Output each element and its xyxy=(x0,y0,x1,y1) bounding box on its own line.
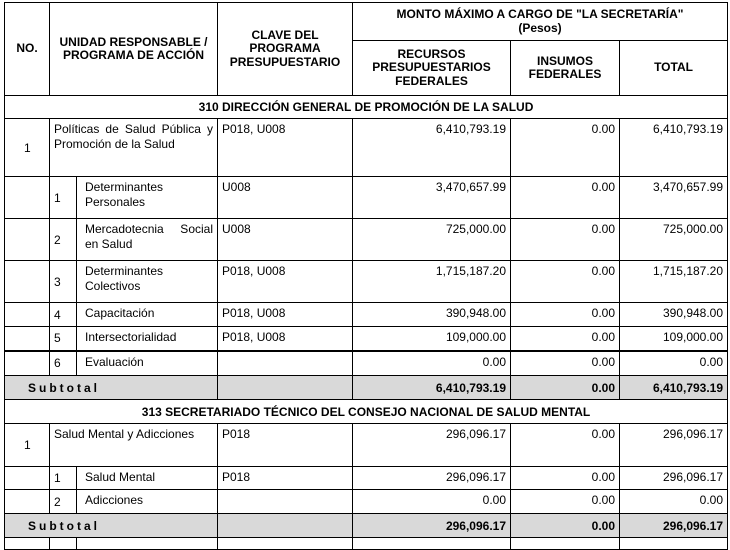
table-row xyxy=(5,490,728,514)
item-name: Salud Mental xyxy=(77,467,218,490)
item-total: 390,948.00 xyxy=(620,303,728,327)
header-unidad: UNIDAD RESPONSABLE / PROGRAMA DE ACCIÓN xyxy=(50,3,218,96)
item-no: 3 xyxy=(50,261,77,303)
item-no: 1 xyxy=(50,467,77,490)
program-recursos: 296,096.17 xyxy=(353,424,511,467)
program-name: Salud Mental y Adicciones xyxy=(50,424,218,467)
item-clave: P018 xyxy=(218,467,353,490)
header-total: TOTAL xyxy=(620,41,728,96)
item-total: 1,715,187.20 xyxy=(620,261,728,303)
program-insumos: 0.00 xyxy=(511,424,620,467)
empty-cell xyxy=(5,303,50,327)
subtotal-label: Subtotal xyxy=(5,376,218,400)
item-recursos: 390,948.00 xyxy=(353,303,511,327)
program-row xyxy=(5,119,728,177)
item-recursos: 725,000.00 xyxy=(353,219,511,261)
subtotal-label: Subtotal xyxy=(5,514,218,538)
header-monto-title: MONTO MÁXIMO A CARGO DE "LA SECRETARÍA" xyxy=(396,7,684,21)
item-name: Intersectorialidad xyxy=(77,327,218,351)
header-insumos: INSUMOS FEDERALES xyxy=(511,41,620,96)
item-no: 1 xyxy=(50,177,77,219)
program-row xyxy=(5,424,728,467)
program-clave: P018 xyxy=(218,424,353,467)
header-no: NO. xyxy=(5,3,50,96)
budget-table xyxy=(4,2,728,550)
table-row xyxy=(5,327,728,351)
item-no: 2 xyxy=(50,219,77,261)
item-insumos: 0.00 xyxy=(511,327,620,351)
program-recursos: 6,410,793.19 xyxy=(353,119,511,177)
program-total: 296,096.17 xyxy=(620,424,728,467)
item-insumos: 0.00 xyxy=(511,467,620,490)
item-recursos: 296,096.17 xyxy=(353,467,511,490)
item-recursos: 0.00 xyxy=(353,490,511,514)
program-no: 1 xyxy=(5,119,50,177)
item-no: 6 xyxy=(50,351,77,376)
item-name: Capacitación xyxy=(77,303,218,327)
item-no: 2 xyxy=(50,490,77,514)
empty-cell xyxy=(5,490,50,514)
program-insumos: 0.00 xyxy=(511,119,620,177)
item-total: 296,096.17 xyxy=(620,467,728,490)
table-row xyxy=(5,303,728,327)
item-name: Adicciones xyxy=(77,490,218,514)
item-recursos: 1,715,187.20 xyxy=(353,261,511,303)
empty-cell xyxy=(5,261,50,303)
item-total: 0.00 xyxy=(620,490,728,514)
item-name: Determinantes Colectivos xyxy=(77,261,218,303)
item-total: 0.00 xyxy=(620,351,728,376)
subtotal-insumos: 0.00 xyxy=(511,376,620,400)
item-total: 725,000.00 xyxy=(620,219,728,261)
subtotal-total: 6,410,793.19 xyxy=(620,376,728,400)
item-clave: P018, U008 xyxy=(218,327,353,351)
table-row xyxy=(5,351,728,376)
subtotal-recursos: 6,410,793.19 xyxy=(353,376,511,400)
item-insumos: 0.00 xyxy=(511,490,620,514)
item-clave xyxy=(218,490,353,514)
program-total: 6,410,793.19 xyxy=(620,119,728,177)
program-no: 1 xyxy=(5,424,50,467)
header-pesos: (Pesos) xyxy=(518,20,562,35)
subtotal-recursos: 296,096.17 xyxy=(353,514,511,538)
item-clave: U008 xyxy=(218,177,353,219)
empty-cell xyxy=(5,327,50,351)
table-row xyxy=(5,177,728,219)
program-name: Políticas de Salud Pública y Promoción de la Salud xyxy=(50,119,218,177)
item-insumos: 0.00 xyxy=(511,219,620,261)
subtotal-insumos: 0.00 xyxy=(511,514,620,538)
item-insumos: 0.00 xyxy=(511,351,620,376)
item-name: Mercadotecnia Social en Salud xyxy=(77,219,218,261)
item-clave xyxy=(218,351,353,376)
item-total: 109,000.00 xyxy=(620,327,728,351)
empty-cell xyxy=(5,219,50,261)
item-insumos: 0.00 xyxy=(511,177,620,219)
item-name: Evaluación xyxy=(77,351,218,376)
item-name: Determinantes Personales xyxy=(77,177,218,219)
item-recursos: 3,470,657.99 xyxy=(353,177,511,219)
item-total: 3,470,657.99 xyxy=(620,177,728,219)
empty-cell xyxy=(5,467,50,490)
section-title: 313 SECRETARIADO TÉCNICO DEL CONSEJO NACIONAL DE SALUD MENTAL xyxy=(5,400,728,424)
item-clave: P018, U008 xyxy=(218,303,353,327)
section-title: 310 DIRECCIÓN GENERAL DE PROMOCIÓN DE LA SALUD xyxy=(5,96,728,119)
subtotal-total: 296,096.17 xyxy=(620,514,728,538)
header-monto xyxy=(353,3,728,41)
header-clave: CLAVE DEL PROGRAMA PRESUPUESTARIO xyxy=(218,3,353,96)
empty-cell xyxy=(218,514,353,538)
table-row xyxy=(5,219,728,261)
header-recursos: RECURSOS PRESUPUESTARIOS FEDERALES xyxy=(353,41,511,96)
item-insumos: 0.00 xyxy=(511,261,620,303)
item-recursos: 0.00 xyxy=(353,351,511,376)
subtotal-row xyxy=(5,514,728,538)
subtotal-row xyxy=(5,376,728,400)
empty-cell xyxy=(5,177,50,219)
item-clave: U008 xyxy=(218,219,353,261)
table-row xyxy=(5,261,728,303)
program-clave: P018, U008 xyxy=(218,119,353,177)
item-recursos: 109,000.00 xyxy=(353,327,511,351)
empty-cell xyxy=(5,351,50,376)
item-no: 5 xyxy=(50,327,77,351)
item-no: 4 xyxy=(50,303,77,327)
item-clave: P018, U008 xyxy=(218,261,353,303)
table-row xyxy=(5,467,728,490)
empty-cell xyxy=(218,376,353,400)
item-insumos: 0.00 xyxy=(511,303,620,327)
